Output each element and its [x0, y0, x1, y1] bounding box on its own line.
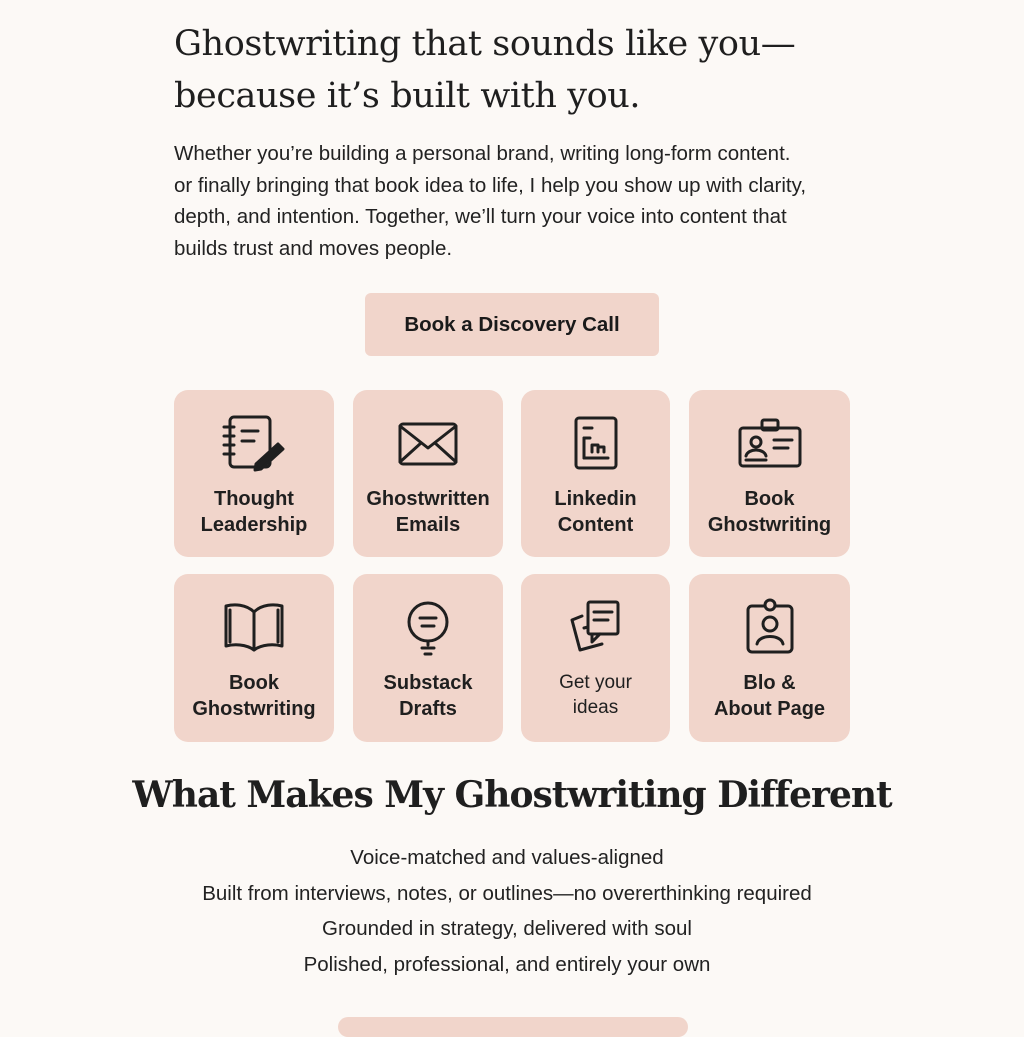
envelope-icon: [394, 414, 462, 472]
notebook-pen-icon: [220, 414, 288, 472]
hero-title-line: Ghostwriting that sounds like you—: [174, 24, 796, 64]
book-discovery-call-button[interactable]: Book a Discovery Call: [365, 293, 659, 356]
service-label-line: Ghostwriting: [192, 698, 316, 720]
service-label-line: Book: [744, 488, 795, 510]
service-label: [554, 486, 636, 538]
service-label-line: Emails: [395, 514, 461, 536]
differences-list: [0, 840, 1014, 982]
hero-title-line: because it’s built with you.: [174, 76, 641, 116]
hero-description-line: builds trust and moves people.: [174, 236, 453, 260]
hero-title: [174, 18, 894, 122]
service-label-line: About Page: [713, 698, 826, 720]
service-label: [192, 670, 315, 722]
service-label-line: Linkedin: [554, 488, 637, 510]
service-tile-book-ghostwriting-2[interactable]: [174, 574, 334, 742]
hero-description-line: Whether you’re building a personal brand, writing long-form content.: [174, 142, 791, 165]
service-label-line: Book: [228, 672, 279, 694]
notes-cards-icon: [562, 598, 630, 656]
id-card-icon: [736, 414, 804, 472]
profile-badge-icon: [736, 598, 804, 656]
service-label-line: Get your: [559, 672, 632, 693]
speech-bubble-icon: [394, 598, 462, 656]
service-label: [384, 670, 473, 722]
service-label: [714, 670, 825, 722]
service-label-line: Ghostwriting: [707, 514, 832, 536]
service-label-line: Substack: [383, 672, 473, 694]
service-label-line: Ghostwritten: [366, 488, 490, 510]
service-label-line: Content: [557, 514, 634, 536]
service-label-line: Drafts: [399, 698, 457, 720]
service-tile-bio-about-page[interactable]: [689, 574, 850, 742]
open-book-icon: [220, 598, 288, 656]
service-label: [708, 486, 831, 538]
list-item: Voice-matched and values-aligned: [350, 846, 664, 869]
service-label-line: ideas: [572, 697, 619, 718]
service-label: [559, 670, 632, 720]
service-label-line: Thought: [214, 488, 294, 510]
service-tile-thought-leadership[interactable]: [174, 390, 334, 557]
linkedin-document-icon: [562, 414, 630, 472]
service-tile-substack-drafts[interactable]: [353, 574, 503, 742]
service-tile-book-ghostwriting[interactable]: [689, 390, 850, 557]
hero-description-line: depth, and intention. Together, we’ll turn your voice into content that: [174, 205, 787, 228]
differences-heading: What Makes My Ghostwriting Different: [132, 774, 892, 816]
service-tile-get-your-ideas[interactable]: [521, 574, 670, 742]
list-item: Polished, professional, and entirely your own: [303, 952, 711, 976]
next-cta-button[interactable]: [338, 1017, 688, 1037]
hero-description-line: or finally bringing that book idea to life, I help you show up with clarity,: [174, 173, 807, 197]
service-label-line: Blo &: [743, 672, 796, 694]
service-tile-linkedin-content[interactable]: [521, 390, 670, 557]
hero-description: [174, 138, 874, 264]
service-label: [366, 486, 489, 538]
service-tile-ghostwritten-emails[interactable]: [353, 390, 503, 557]
service-label-line: Leadership: [200, 514, 308, 536]
list-item: Grounded in strategy, delivered with soul: [322, 917, 692, 940]
list-item: Built from interviews, notes, or outlines—no overerthinking required: [202, 881, 812, 905]
service-label: [201, 486, 308, 538]
